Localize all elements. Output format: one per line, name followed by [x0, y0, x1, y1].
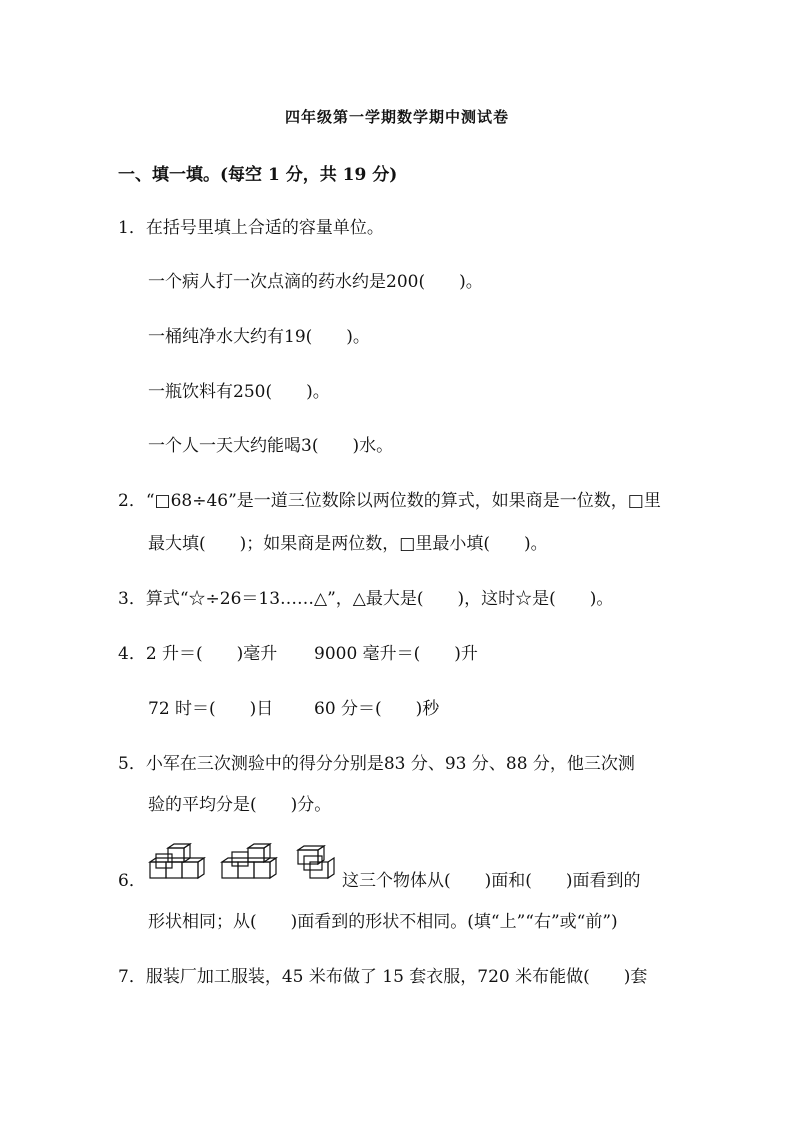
- figure-3: [298, 846, 334, 878]
- q5-line-2: 验的平均分是( )分。: [148, 795, 332, 815]
- q6-line-1: 这三个物体从( )面和( )面看到的: [342, 871, 641, 891]
- question-4: [118, 642, 277, 666]
- q1-line-2: 一桶纯净水大约有19( )。: [148, 327, 370, 347]
- q1-line-4: 一个人一天大约能喝3( )水。: [148, 436, 394, 456]
- question-number: 3．: [118, 589, 146, 609]
- question-2: [118, 489, 661, 513]
- question-text: 小军在三次测验中的得分分别是83 分、93 分、88 分，他三次测: [145, 754, 635, 774]
- conversion-3: 72 时＝( )日: [148, 699, 274, 719]
- cube-stack-figures-icon: [146, 842, 346, 890]
- question-text: “□68÷46”是一道三位数除以两位数的算式，如果商是一位数，□里: [145, 491, 661, 511]
- conversion-4: 60 分＝( )秒: [314, 699, 440, 719]
- q6-line-2: 形状相同；从( )面看到的形状不相同。(填“上”“右”或“前”): [148, 912, 618, 932]
- conversion-2: 9000 毫升＝( )升: [314, 644, 478, 664]
- page-title: 四年级第一学期数学期中测试卷: [284, 108, 509, 126]
- question-number: 4．: [118, 644, 146, 664]
- section-heading: 一、填一填。(每空 1 分，共 19 分): [118, 165, 398, 185]
- question-6-number: 6．: [118, 871, 146, 891]
- question-number: 7．: [118, 967, 146, 987]
- figure-1: [150, 844, 204, 878]
- q1-line-3: 一瓶饮料有250( )。: [148, 382, 330, 402]
- question-3: [118, 587, 613, 611]
- question-7: [118, 965, 647, 989]
- question-text: 算式“☆÷26＝13……△”，△最大是( )，这时☆是( )。: [145, 589, 614, 609]
- q2-line-2: 最大填( )；如果商是两位数，□里最小填( )。: [148, 534, 548, 554]
- figure-2: [222, 844, 276, 878]
- question-number: 1．: [118, 218, 146, 238]
- question-number: 2．: [118, 491, 146, 511]
- q1-line-1: 一个病人打一次点滴的药水约是200( )。: [148, 272, 483, 292]
- question-number: 5．: [118, 754, 146, 774]
- question-5: [118, 752, 635, 776]
- conversion-1: 2 升＝( )毫升: [145, 644, 278, 664]
- question-text: 服装厂加工服装，45 米布做了 15 套衣服，720 米布能做( )套: [145, 967, 648, 987]
- question-1: [118, 216, 384, 240]
- question-stem: 在括号里填上合适的容量单位。: [145, 218, 384, 238]
